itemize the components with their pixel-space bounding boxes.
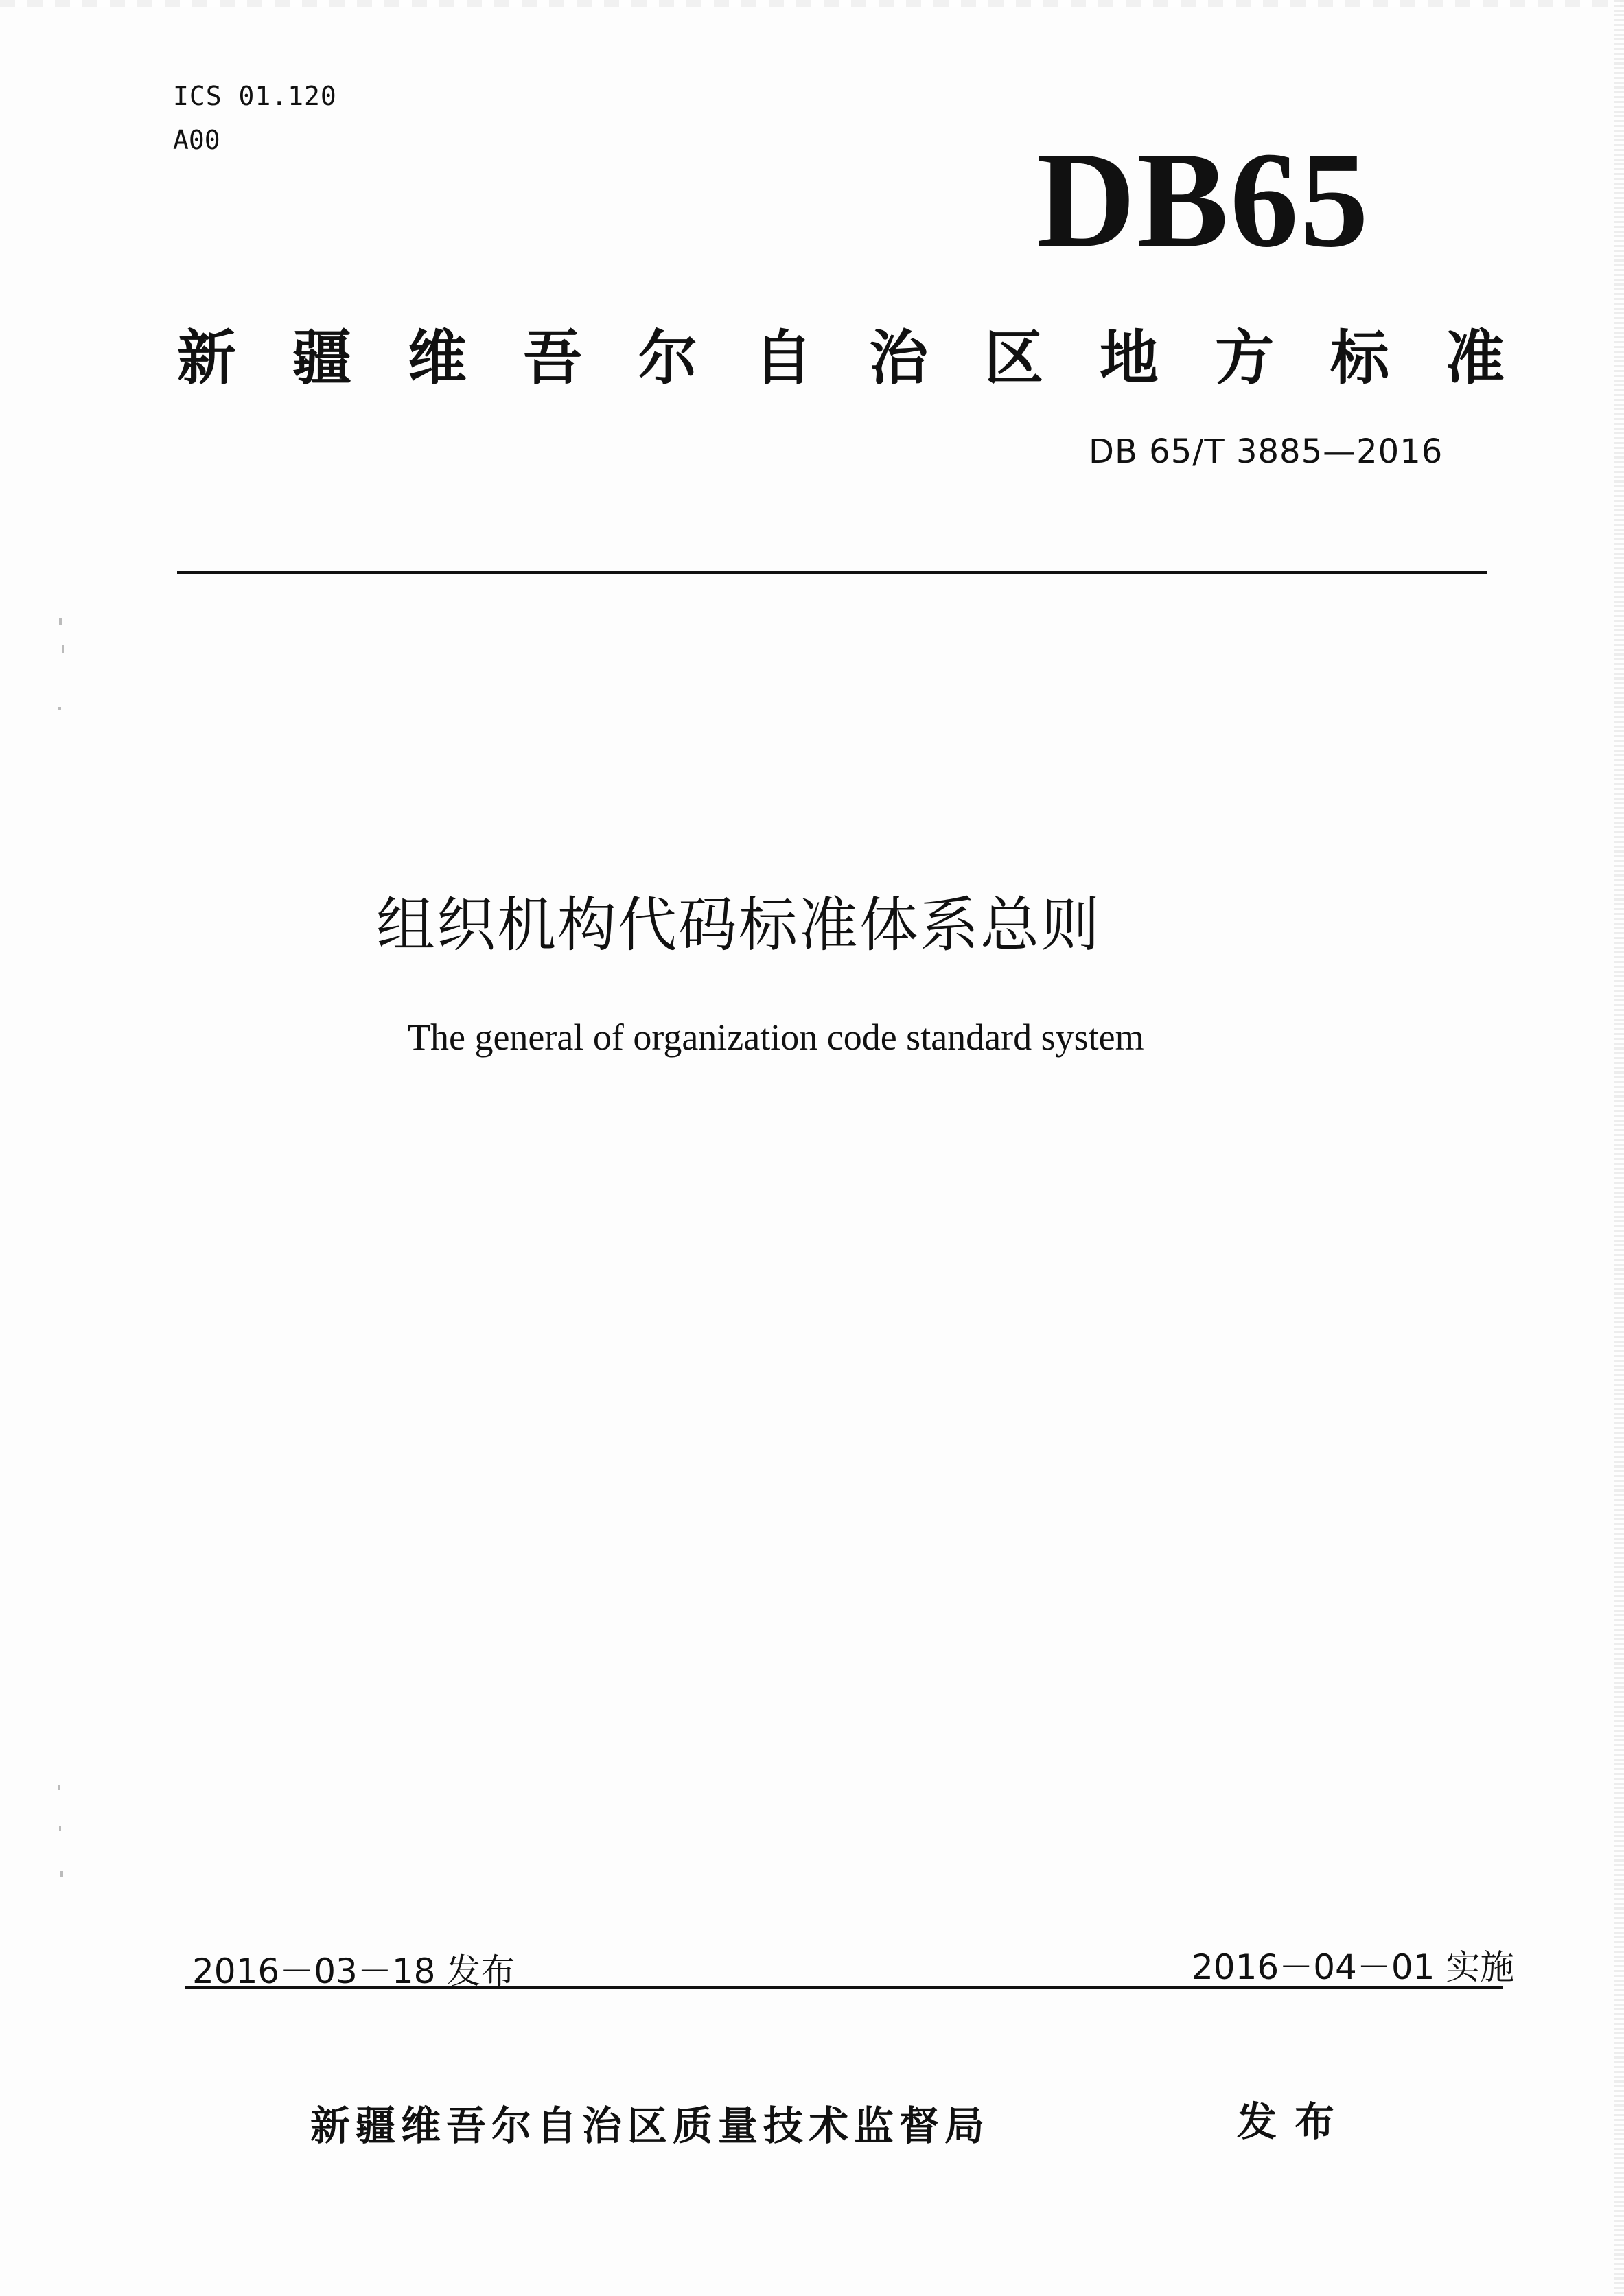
footer-divider	[185, 1986, 1503, 1989]
scan-speck	[58, 1785, 60, 1790]
standard-type-title: 新疆维吾尔自治区地方标准	[177, 324, 1561, 393]
document-title-cn: 组织机构代码标准体系总则	[376, 891, 1101, 960]
scan-speck	[58, 707, 61, 710]
implementation-date: 2016－04－01 实施	[1192, 1947, 1515, 1987]
scan-speck	[60, 1871, 63, 1877]
issuing-authority: 新疆维吾尔自治区质量技术监督局	[310, 2102, 990, 2149]
scan-edge-top	[0, 0, 1624, 7]
ics-code: ICS 01.120	[173, 81, 337, 111]
db-logo: DB65	[1036, 124, 1370, 276]
issue-label: 发布	[1237, 2098, 1353, 2145]
scan-speck	[59, 618, 62, 625]
standard-number: DB 65/T 3885—2016	[1089, 432, 1443, 471]
scan-edge-right	[1614, 0, 1624, 2296]
header-divider	[177, 571, 1487, 574]
document-title-en: The general of organization code standard system	[408, 1017, 1144, 1058]
classification-code: A00	[173, 125, 220, 155]
scan-speck	[59, 1826, 61, 1831]
release-date: 2016－03－18 发布	[192, 1951, 515, 1991]
scan-speck	[62, 645, 64, 653]
